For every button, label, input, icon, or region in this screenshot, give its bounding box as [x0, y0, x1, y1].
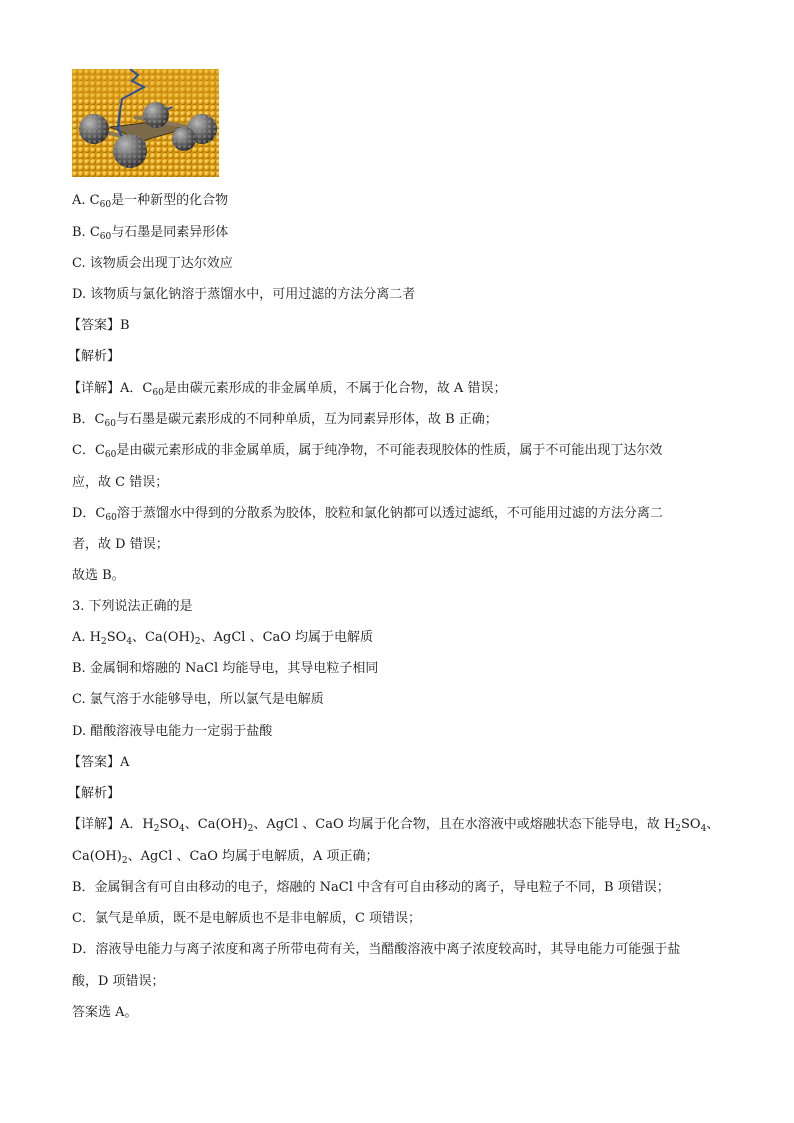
q2-detail-a: 【详解】A．$C_{60}$是由碳元素形成的非金属单质，不属于化合物，故 A 错误； — [68, 381, 507, 398]
q2-answer: 【答案】B — [68, 318, 130, 333]
q3-option-a: A. $H_2SO_4$、$Ca(OH)_2$、AgCl 、CaO 均属于电解质 — [72, 630, 374, 647]
q3-answer: 【答案】A — [68, 755, 130, 770]
q3-option-c: C. 氯气溶于水能够导电，所以氯气是电解质 — [72, 692, 324, 707]
q3-detail-a-cont: $Ca(OH)_2$、AgCl 、CaO 均属于电解质，A 项正确； — [72, 849, 379, 866]
q2-analysis-heading: 【解析】 — [68, 349, 121, 364]
c60-wheel-icon — [79, 114, 109, 144]
q3-option-b: B. 金属铜和熔融的 NaCl 均能导电，其导电粒子相同 — [72, 661, 379, 676]
c60-nanocar-icon — [72, 69, 219, 177]
q2-option-c: C. 该物质会出现丁达尔效应 — [72, 256, 233, 271]
q2-detail-b: B．$C_{60}$与石墨是碳元素形成的不同种单质，互为同素异形体，故 B 正确； — [72, 412, 498, 429]
q3-detail-c: C．氯气是单质，既不是电解质也不是非电解质，C 项错误； — [72, 911, 422, 926]
q3-option-d: D. 醋酸溶液导电能力一定弱于盐酸 — [72, 724, 273, 739]
q2-detail-d: D．$C_{60}$溶于蒸馏水中得到的分散系为胶体，胶粒和氯化钠都可以透过滤纸，不可能用过滤的方法分离二 — [72, 506, 663, 523]
q3-conclusion: 答案选 A。 — [72, 1005, 138, 1020]
q3-analysis-heading: 【解析】 — [68, 786, 121, 801]
q2-option-b: B. $C_{60}$与石墨是同素异形体 — [72, 225, 229, 242]
q3-detail-a: 【详解】A．$H_2SO_4$、$Ca(OH)_2$、AgCl 、CaO 均属于化合物，且在水溶液中或熔融状态下能导电，故 $H_2SO_4$、 — [68, 817, 720, 834]
nanocar-image — [72, 69, 219, 177]
q3-detail-b: B．金属铜含有可自由移动的电子，熔融的 NaCl 中含有可自由移动的离子，导电粒子不同，B 项错误； — [72, 880, 670, 895]
q2-option-d: D. 该物质与氯化钠溶于蒸馏水中，可用过滤的方法分离二者 — [72, 287, 416, 302]
q2-detail-c-cont: 应，故 C 错误； — [72, 475, 169, 490]
q3-stem: 3. 下列说法正确的是 — [72, 599, 193, 614]
q2-option-a: A. $C_{60}$是一种新型的化合物 — [72, 193, 229, 210]
q3-detail-d-cont: 酸，D 项错误； — [72, 974, 165, 989]
q2-detail-c: C．$C_{60}$是由碳元素形成的非金属单质，属于纯净物，不可能表现胶体的性质，属于不可能出现丁达尔效 — [72, 443, 663, 460]
q3-detail-d: D．溶液导电能力与离子浓度和离子所带电荷有关，当醋酸溶液中离子浓度较高时，其导电能力可能强于盐 — [72, 942, 681, 957]
q2-detail-d-cont: 者，故 D 错误； — [72, 537, 169, 552]
q2-conclusion: 故选 B。 — [72, 568, 125, 583]
